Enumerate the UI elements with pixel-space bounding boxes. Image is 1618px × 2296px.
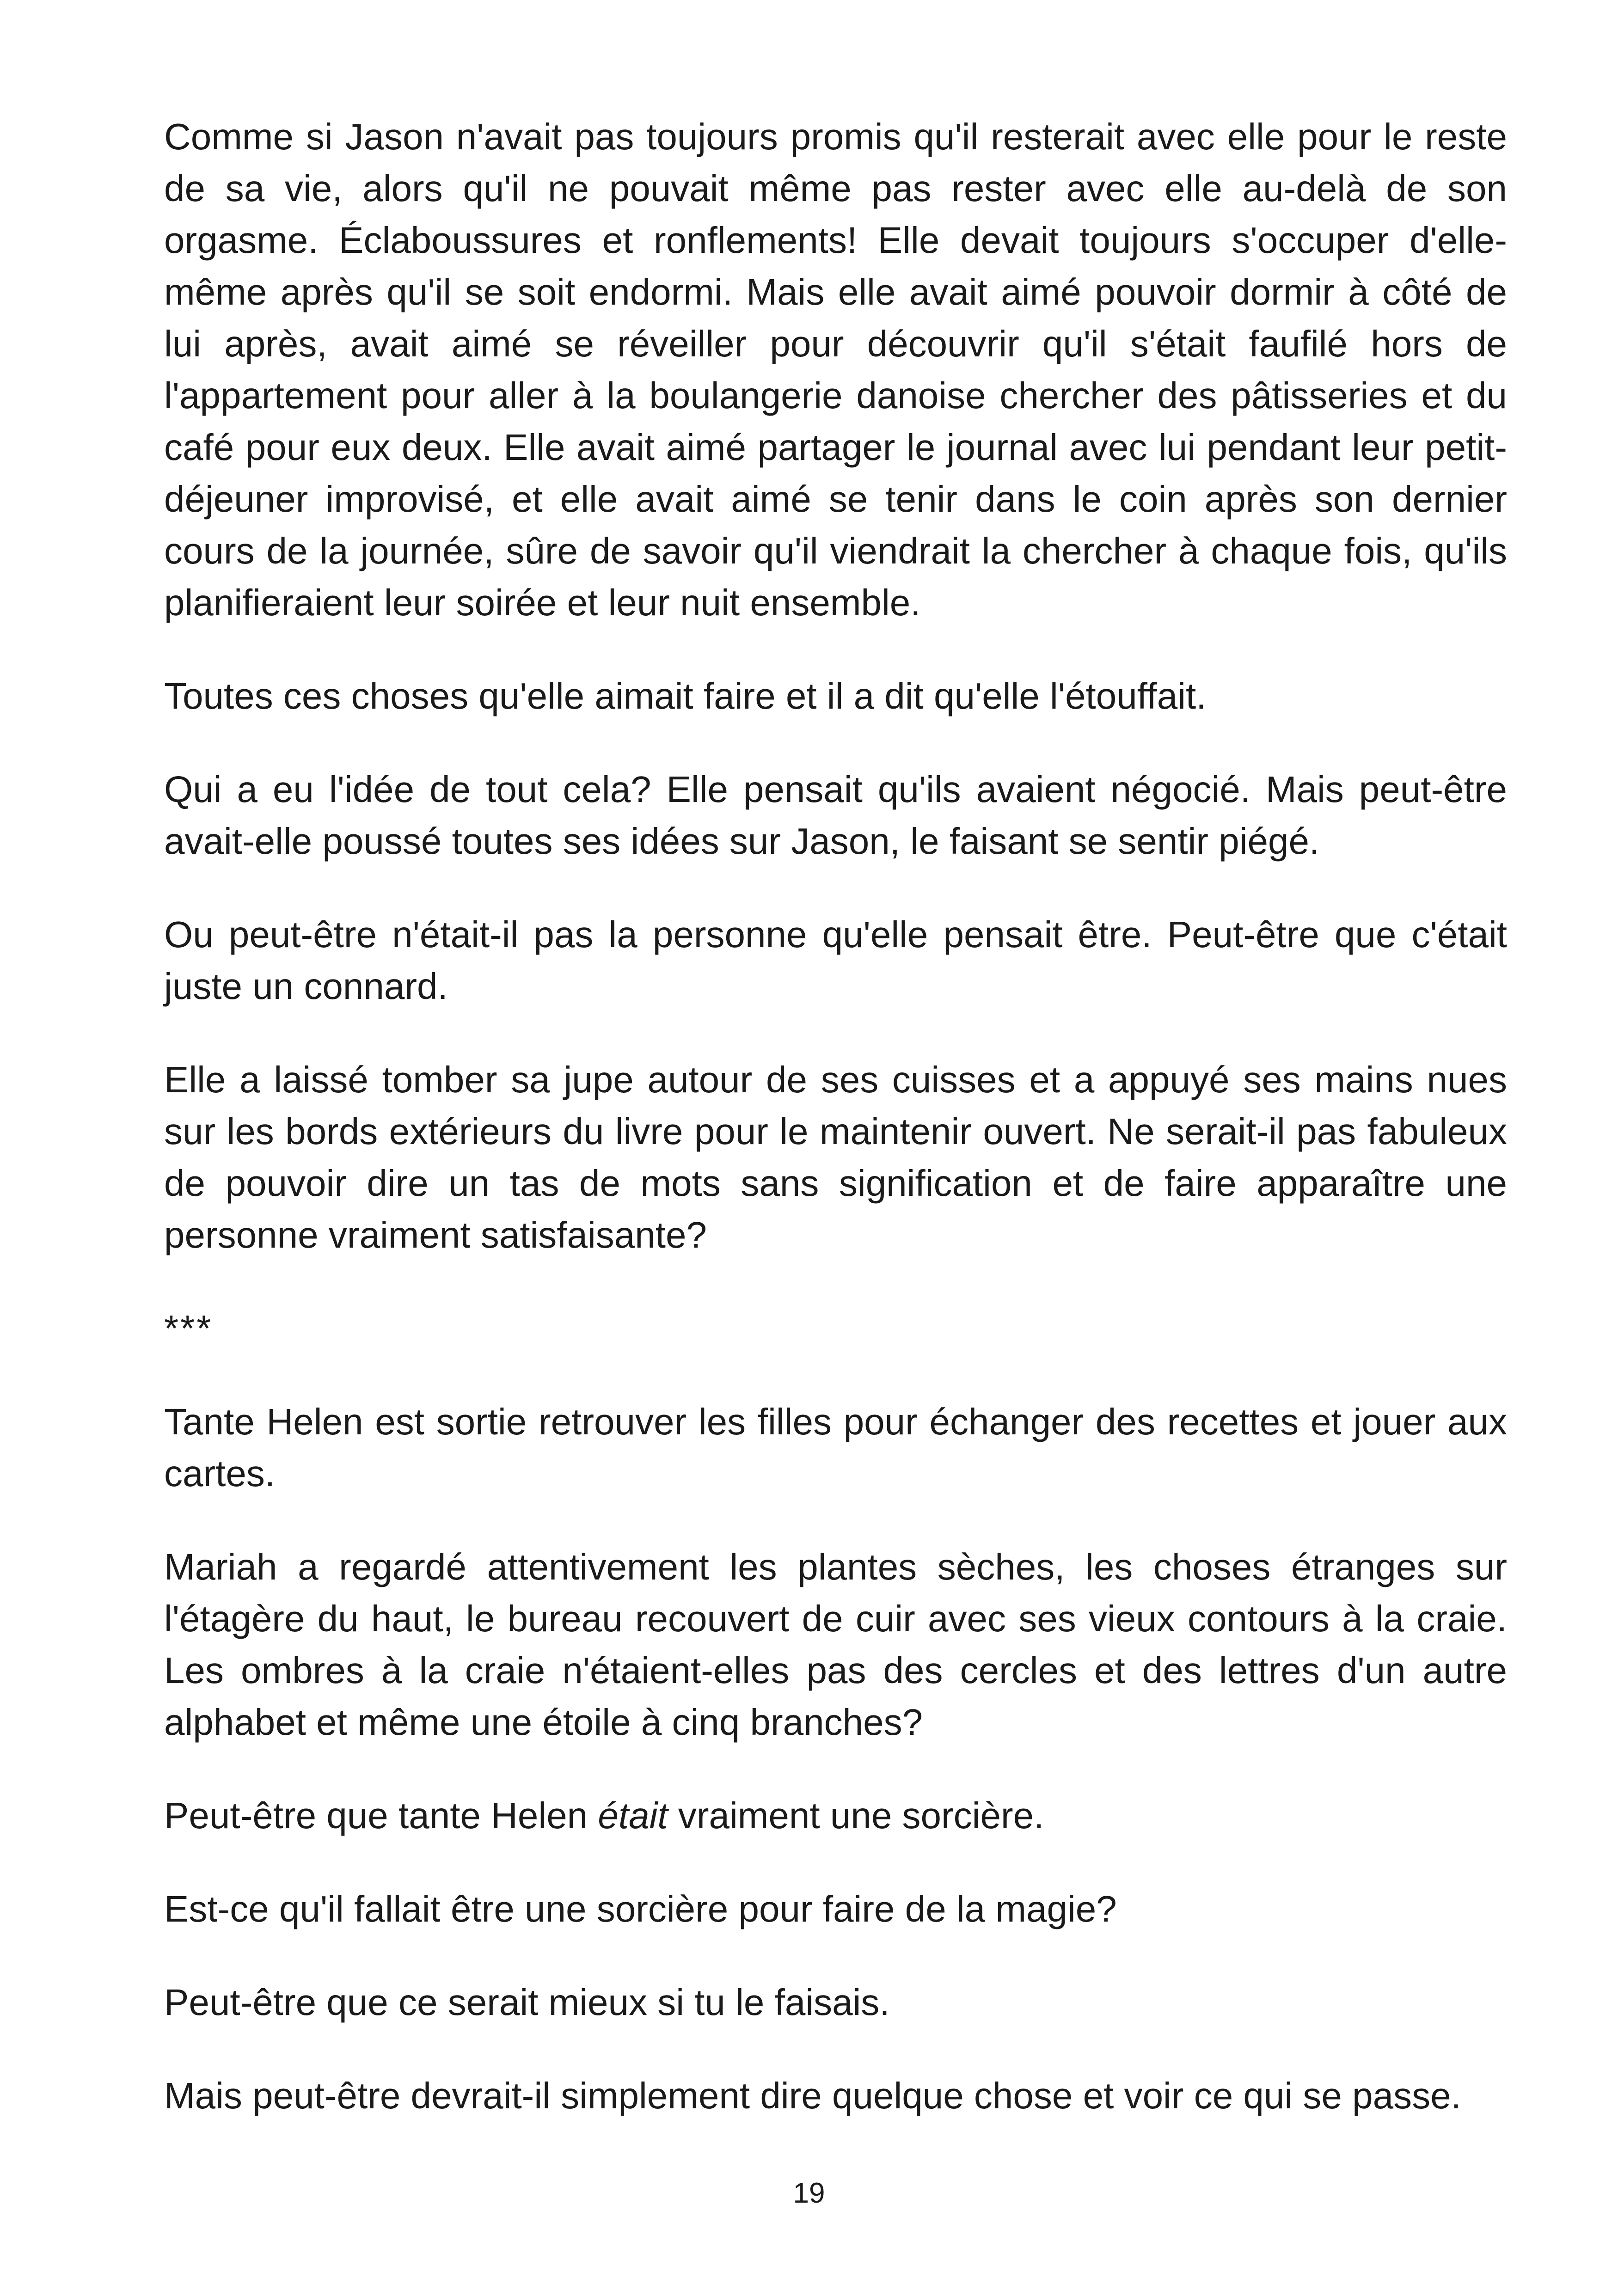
paragraph-1: Comme si Jason n'avait pas toujours promis qu'il resterait avec elle pour le reste de sa vie, alors qu'il ne pouvait même pas rester avec elle au-delà de son orgasme. Éclaboussures et ronflements! Elle devait toujours s'occuper d'elle-même après qu'il se soit endormi. Mais elle avait aimé pouvoir dormir à côté de lui après, avait aimé se réveiller pour découvrir qu'il s'était faufilé hors de l'appartement pour aller à la boulangerie danoise chercher des pâtisseries et du café pour eux deux. Elle avait aimé partager le journal avec lui pendant leur petit-déjeuner improvisé, et elle avait aimé se tenir dans le coin après son dernier cours de la journée, sûre de savoir qu'il viendrait la chercher à chaque fois, qu'ils planifieraient leur soirée et leur nuit ensemble. — [164, 116, 1507, 623]
scene-separator: *** — [164, 1308, 213, 1349]
paragraph-8-after: vraiment une sorcière. — [668, 1795, 1044, 1836]
paragraph-5: Elle a laissé tomber sa jupe autour de ses cuisses et a appuyé ses mains nues sur les bords extérieurs du livre pour le maintenir ouvert. Ne serait-il pas fabuleux de pouvoir dire un tas de mots sans signification et de faire apparaître une personne vraiment satisfaisante? — [164, 1059, 1507, 1255]
paragraph-3: Qui a eu l'idée de tout cela? Elle pensait qu'ils avaient négocié. Mais peut-être avait-elle poussé toutes ses idées sur Jason, le faisant se sentir piégé. — [164, 769, 1507, 862]
paragraph-7: Mariah a regardé attentivement les plantes sèches, les choses étranges sur l'étagère du haut, le bureau recouvert de cuir avec ses vieux contours à la craie. Les ombres à la craie n'étaient-elles pas des cercles et des lettres d'un autre alphabet et même une étoile à cinq branches? — [164, 1546, 1507, 1743]
page-body — [164, 111, 1507, 2163]
paragraph-8-before: Peut-être que tante Helen — [164, 1795, 598, 1836]
page-number: 19 — [793, 2177, 825, 2209]
paragraph-6: Tante Helen est sortie retrouver les filles pour échanger des recettes et jouer aux cartes. — [164, 1401, 1507, 1494]
paragraph-8-emphasis: était — [598, 1795, 668, 1836]
paragraph-11: Mais peut-être devrait-il simplement dire quelque chose et voir ce qui se passe. — [164, 2075, 1461, 2116]
paragraph-10: Peut-être que ce serait mieux si tu le faisais. — [164, 1982, 890, 2023]
paragraph-4: Ou peut-être n'était-il pas la personne qu'elle pensait être. Peut-être que c'était juste un connard. — [164, 914, 1507, 1007]
paragraph-8 — [164, 1790, 1507, 1842]
paragraph-9: Est-ce qu'il fallait être une sorcière pour faire de la magie? — [164, 1888, 1117, 1929]
paragraph-2: Toutes ces choses qu'elle aimait faire et il a dit qu'elle l'étouffait. — [164, 675, 1207, 716]
